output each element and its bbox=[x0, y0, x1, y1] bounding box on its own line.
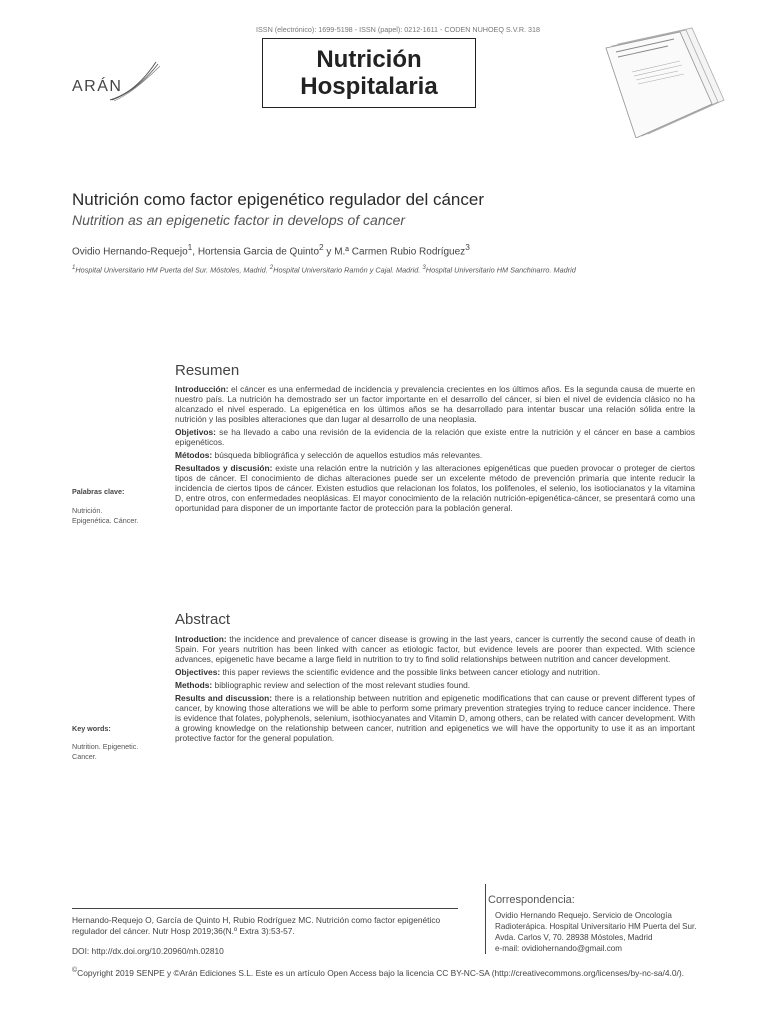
paragraph-label: Results and discussion: bbox=[175, 693, 273, 703]
correspondence-details bbox=[495, 910, 705, 954]
correspondence-line: Radioterápica. Hospital Universitario HM Puerta del Sur. bbox=[495, 922, 697, 931]
resumen-paragraph bbox=[175, 450, 695, 460]
resumen-paragraph bbox=[175, 427, 695, 447]
affiliations bbox=[72, 264, 576, 274]
paragraph-text: there is a relationship between nutrition and epigenetic modifications that can cause or prevent different types of cancer, by knowing those alterations we will be able to perform some primary prevention strategies trying to reduce cancer incidence. There is evidence that folates, polyphenols, selenium, isothiocyanates and Vitamin D, among others, can be related with cancer development. With a growing knowledge on the relationship between cancer, nutrition and epigenetics we will have the opportunity to use it as an important protective factor for the general population. bbox=[175, 693, 695, 743]
issn-line: ISSN (electrónico): 1699-5198 - ISSN (papel): 0212-1611 - CODEN NUHOEQ S.V.R. 318 bbox=[256, 25, 541, 34]
correspondence-line: Ovidio Hernando Requejo. Servicio de Oncología bbox=[495, 911, 672, 920]
affil-sup: 2 bbox=[269, 264, 274, 271]
abstract-paragraph bbox=[175, 667, 695, 677]
author-sep: y bbox=[323, 246, 335, 258]
author-sup: 1 bbox=[187, 242, 193, 252]
paragraph-text: se ha llevado a cabo una revisión de la evidencia de la relación que existe entre la nutrición y el cáncer en base a cambios epigenéticos. bbox=[175, 427, 695, 447]
keywords-line: Cancer. bbox=[72, 752, 97, 761]
correspondence-line: Avda. Carlos V, 70. 28938 Móstoles, Madrid bbox=[495, 933, 653, 942]
journal-title-line1: Nutrición bbox=[316, 46, 422, 73]
author-sup: 3 bbox=[465, 242, 470, 252]
journal-title bbox=[263, 46, 475, 100]
keywords-en bbox=[72, 742, 162, 762]
author-sep: , bbox=[192, 246, 198, 258]
affiliation: Hospital Universitario Ramón y Cajal. Madrid. bbox=[273, 265, 423, 275]
logo-text: ARÁN bbox=[72, 78, 123, 95]
paragraph-label: Objectives: bbox=[175, 667, 221, 677]
citation: Hernando-Requejo O, García de Quinto H, Rubio Rodríguez MC. Nutrición como factor epigenético regulador del cáncer. Nutr Hosp 2019;36(N.º Extra 3):53-57. bbox=[72, 915, 441, 936]
affiliation: Hospital Universitario HM Sanchinarro. Madrid bbox=[425, 265, 576, 275]
paragraph-text: this paper reviews the scientific evidence and the possible links between cancer etiology and nutrition. bbox=[220, 667, 601, 677]
copyright-notice bbox=[72, 967, 684, 978]
correspondence-email[interactable]: e-mail: ovidiohernando@gmail.com bbox=[495, 944, 622, 953]
paragraph-text: bibliographic review and selection of the most relevant studies found. bbox=[212, 680, 471, 690]
paragraph-label: Objetivos: bbox=[175, 427, 216, 437]
aran-logo bbox=[72, 60, 162, 104]
keywords-line: Epigenética. Cáncer. bbox=[72, 516, 139, 525]
journal-cover-stack-icon bbox=[588, 26, 728, 138]
journal-title-box bbox=[262, 38, 476, 108]
correspondence-heading: Correspondencia: bbox=[488, 894, 575, 906]
resumen-heading: Resumen bbox=[175, 362, 240, 379]
abstract-paragraph bbox=[175, 634, 695, 664]
affil-sup: 1 bbox=[72, 264, 76, 271]
footer-divider bbox=[72, 908, 458, 909]
journal-title-line2: Hospitalaria bbox=[300, 73, 438, 100]
paragraph-label: Methods: bbox=[175, 680, 213, 690]
correspondence-divider bbox=[485, 884, 486, 954]
paragraph-label: Métodos: bbox=[175, 450, 213, 460]
affiliation: Hospital Universitario HM Puerta del Sur. Móstoles, Madrid. bbox=[75, 265, 270, 275]
author-name: Hortensia Garcia de Quinto bbox=[197, 246, 319, 258]
author-list bbox=[72, 242, 470, 257]
paragraph-text: búsqueda bibliográfica y selección de aquellos estudios más relevantes. bbox=[212, 450, 483, 460]
keywords-en-heading: Key words: bbox=[72, 724, 111, 733]
keywords-line: Nutrition. Epigenetic. bbox=[72, 742, 139, 751]
paragraph-text: the incidence and prevalence of cancer disease is growing in the last years, cancer is currently the second cause of death in Spain. For years nutrition has been linked with cancer as etiologic factor, but evidence levels are poorer than expected. With science advances, epigenetic have became a large field in nutrition to try to find solid relationships between nutrition and cancer development. bbox=[175, 634, 695, 664]
abstract-paragraph bbox=[175, 693, 695, 743]
abstract-body bbox=[175, 634, 695, 746]
paragraph-text: el cáncer es una enfermedad de incidencia y prevalencia crecientes en los últimos años. Es la segunda causa de muerte en nuestro país. La nutrición ha demostrado ser un factor importante en el desarrollo del cáncer, si bien el nivel de evidencia clásico no ha alcanzado el nivel esperado. La epigenética en los últimos años se ha desarrollado para intentar buscar una relación sólida entre la nutrición y las posibles alteraciones que dan lugar al desarrollo de una neoplasia. bbox=[175, 384, 695, 424]
paragraph-label: Introduction: bbox=[175, 634, 227, 644]
article-title-en: Nutrition as an epigenetic factor in develops of cancer bbox=[72, 212, 406, 228]
paragraph-label: Introducción: bbox=[175, 384, 229, 394]
paragraph-text: existe una relación entre la nutrición y las alteraciones epigenéticas que pueden provocar o proteger de ciertos tipos de cáncer. El conocimiento de dichas alteraciones puede ser un excelente método de prevención primaria que intente reducir la incidencia de ciertos tipos de cáncer. Existen estudios que relacionan los folatos, los polifenoles, el selenio, los isotiocianatos y la vitamina D, entre otros, con enfermedades neoplásicas. El mayor conocimiento de la relación nutrición-epigenética-cáncer, se presentará como una oportunidad para disponer de un importante factor de protección para la población general. bbox=[175, 463, 695, 513]
doi-link[interactable]: DOI: http://dx.doi.org/10.20960/nh.02810 bbox=[72, 946, 224, 956]
author-sup: 2 bbox=[319, 242, 324, 252]
copyright-text: Copyright 2019 SENPE y ©Arán Ediciones S.L. Este es un artículo Open Access bajo la licencia CC BY-NC-SA (http://creativecommons.org/licenses/by-nc-sa/4.0/). bbox=[77, 967, 684, 978]
paragraph-label: Resultados y discusión: bbox=[175, 463, 273, 473]
keywords-line: Nutrición. bbox=[72, 506, 103, 515]
keywords-es-heading: Palabras clave: bbox=[72, 487, 125, 496]
resumen-paragraph bbox=[175, 463, 695, 513]
copyright-mark: © bbox=[72, 967, 78, 974]
keywords-es bbox=[72, 506, 162, 526]
author-name: Ovidio Hernando-Requejo bbox=[72, 246, 188, 258]
article-title-es: Nutrición como factor epigenético regulador del cáncer bbox=[72, 190, 485, 209]
affil-sup: 3 bbox=[422, 264, 426, 271]
resumen-body bbox=[175, 384, 695, 516]
abstract-paragraph bbox=[175, 680, 695, 690]
author-name: M.ª Carmen Rubio Rodríguez bbox=[334, 246, 466, 258]
resumen-paragraph bbox=[175, 384, 695, 424]
abstract-heading: Abstract bbox=[175, 611, 231, 628]
